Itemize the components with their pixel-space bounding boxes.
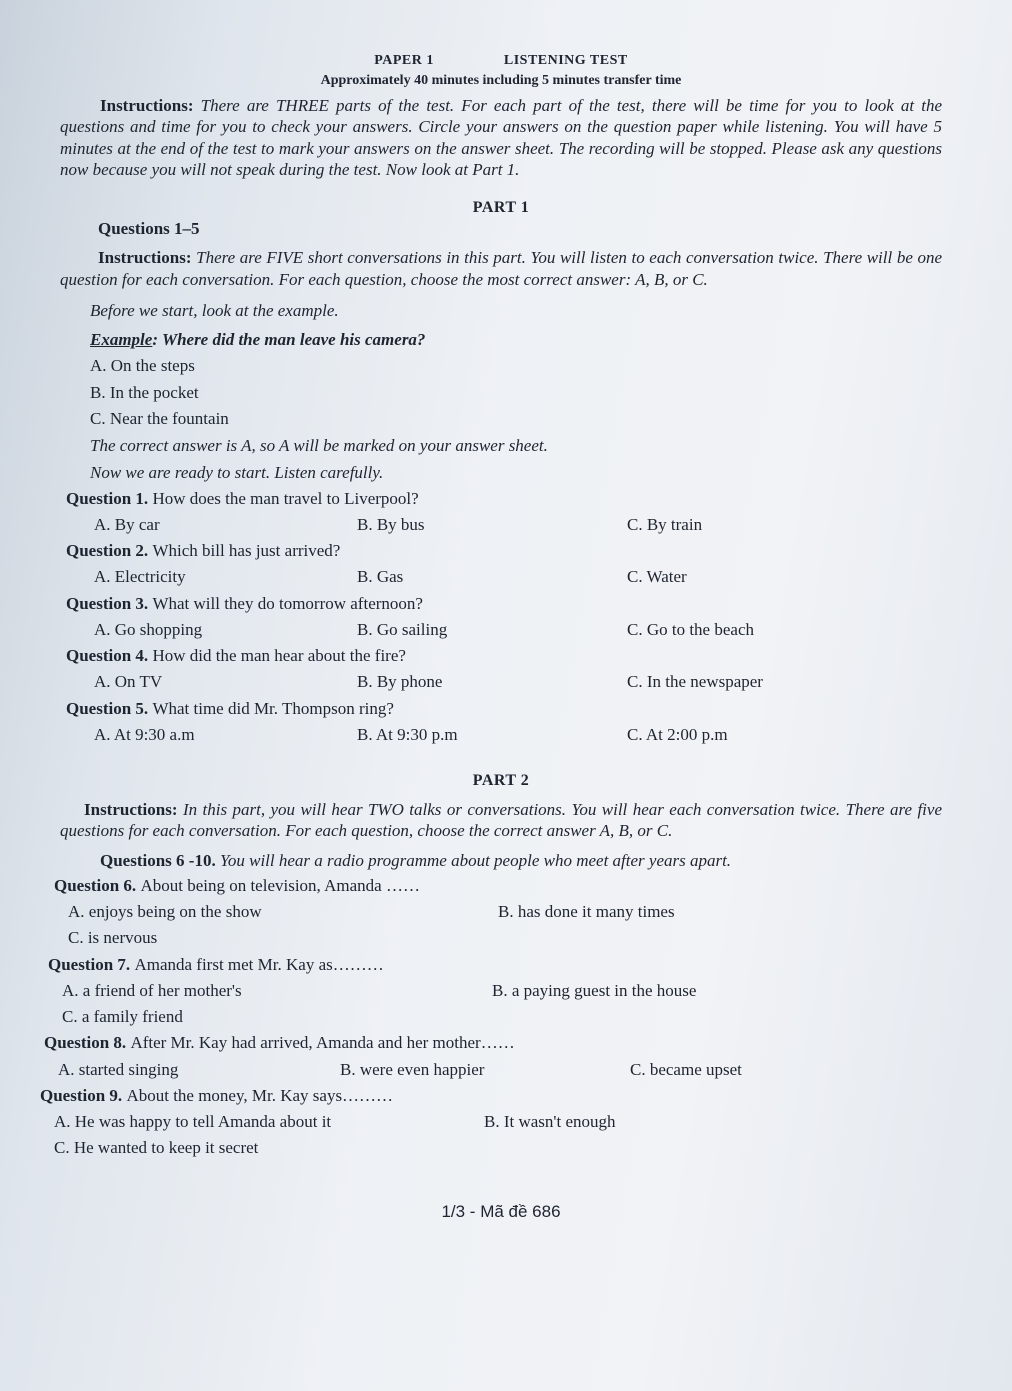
option-c[interactable]: C. He wanted to keep it secret [54,1138,259,1158]
question-label: Question 3. [66,593,149,613]
part1-question-4 [66,645,942,693]
option-a[interactable]: A. Go shopping [94,619,203,639]
option-b[interactable]: B. Gas [357,567,404,587]
example-option-a: A. On the steps [90,356,195,376]
option-b[interactable]: B. At 9:30 p.m [357,724,458,744]
option-c[interactable]: C. Water [627,567,687,587]
example-option-b: B. In the pocket [90,382,199,402]
question-label: Question 5. [66,698,149,718]
question-stem: About the money, Mr. Kay says……… [126,1085,394,1105]
option-b[interactable]: B. By bus [357,514,425,534]
question-stem: Which bill has just arrived? [152,541,341,560]
option-c[interactable]: C. At 2:00 p.m [627,724,728,744]
part2-range-label: Questions 6 -10. [100,850,216,870]
part2-question-7 [48,954,942,1028]
general-instructions-label: Instructions: [100,96,194,115]
part1-instructions-label: Instructions: [98,248,192,268]
question-label: Question 7. [48,954,131,974]
part1-question-3 [66,593,942,641]
option-b[interactable]: B. By phone [357,672,443,692]
example-question [90,329,942,350]
question-stem: Amanda first met Mr. Kay as……… [134,954,384,974]
part2-question-8 [44,1032,942,1080]
question-label: Question 4. [66,646,149,665]
option-a[interactable]: A. a friend of her mother's [62,980,242,1000]
example-label: Example [90,330,153,349]
question-stem: How did the man hear about the fire? [152,646,406,665]
part2-instructions-text: In this part, you will hear TWO talks or conversations. You will hear each conversation twice. There are five questions for each conversation. For each question, choose the correct answer A, B, or C. [60,800,943,841]
example-answer: The correct answer is A, so A will be marked on your answer sheet. [90,436,548,455]
question-label: Question 2. [66,541,149,560]
option-b[interactable]: B. were even happier [340,1059,485,1079]
option-c[interactable]: C. a family friend [62,1007,183,1026]
part1-question-5 [66,698,942,746]
option-a[interactable]: A. started singing [58,1059,179,1079]
part2-question-9 [40,1085,942,1159]
option-b[interactable]: B. a paying guest in the house [492,980,697,1000]
option-a[interactable]: A. By car [94,514,160,534]
part2-question-6 [54,875,942,949]
part2-question-range [100,850,942,871]
general-instructions-text: There are THREE parts of the test. For each part of the test, there will be time for you to look at the questions and time for you to check your answers. Circle your answers on the question paper while listening. You will have 5 minutes at the end of the test to mark your answers on the answer sheet. The recording will be stopped. Please ask any questions now because you will not speak during the test. Now look at Part 1. [60,96,942,179]
option-a[interactable]: A. He was happy to tell Amanda about it [54,1112,332,1131]
part1-before: Before we start, look at the example. [90,300,339,320]
option-b[interactable]: B. Go sailing [357,619,448,639]
example-option-c: C. Near the fountain [90,408,229,428]
option-b[interactable]: B. has done it many times [498,902,675,921]
part2-instructions-label: Instructions: [84,800,178,819]
question-stem: How does the man travel to Liverpool? [152,488,419,508]
part1-question-range: Questions 1–5 [98,219,200,238]
part1-ready: Now we are ready to start. Listen carefully. [90,463,384,483]
question-label: Question 6. [54,875,137,895]
option-c[interactable]: C. By train [627,514,703,534]
option-c[interactable]: C. Go to the beach [627,619,754,639]
page-footer: 1/3 - Mã đề 686 [441,1201,561,1221]
option-a[interactable]: A. Electricity [94,567,186,587]
part1-instructions-text: There are FIVE short conversations in this part. You will listen to each conversation twice. There will be one question for each conversation. For each question, choose the most correct answer: A, B, or C. [60,248,943,289]
paper-number: PAPER 1 [374,53,434,68]
example-question-text: : Where did the man leave his camera? [152,330,426,349]
option-c[interactable]: C. became upset [630,1059,742,1079]
question-stem: About being on television, Amanda …… [140,875,420,895]
general-instructions [60,95,942,180]
option-a[interactable]: A. enjoys being on the show [68,902,262,921]
option-a[interactable]: A. At 9:30 a.m [94,724,195,744]
option-c[interactable]: C. is nervous [68,928,158,948]
part1-title: PART 1 [472,199,530,216]
test-title: LISTENING TEST [503,53,628,68]
part2-title: PART 2 [472,772,530,789]
question-stem: What time did Mr. Thompson ring? [152,698,394,718]
part1-question-2 [66,540,942,588]
question-stem: After Mr. Kay had arrived, Amanda and her mother…… [130,1033,515,1053]
option-a[interactable]: A. On TV [94,672,163,692]
question-label: Question 8. [44,1033,127,1053]
option-c[interactable]: C. In the newspaper [627,672,763,692]
option-b[interactable]: B. It wasn't enough [484,1112,616,1131]
question-label: Question 1. [66,488,149,508]
question-label: Question 9. [40,1085,123,1105]
part1-instructions [60,247,942,290]
part2-range-text: You will hear a radio programme about people who meet after years apart. [219,850,732,870]
part2-instructions [60,799,942,842]
test-duration: Approximately 40 minutes including 5 minutes transfer time [320,72,682,88]
paper-header [60,52,942,70]
question-stem: What will they do tomorrow afternoon? [152,593,423,613]
part1-question-1 [66,488,942,536]
